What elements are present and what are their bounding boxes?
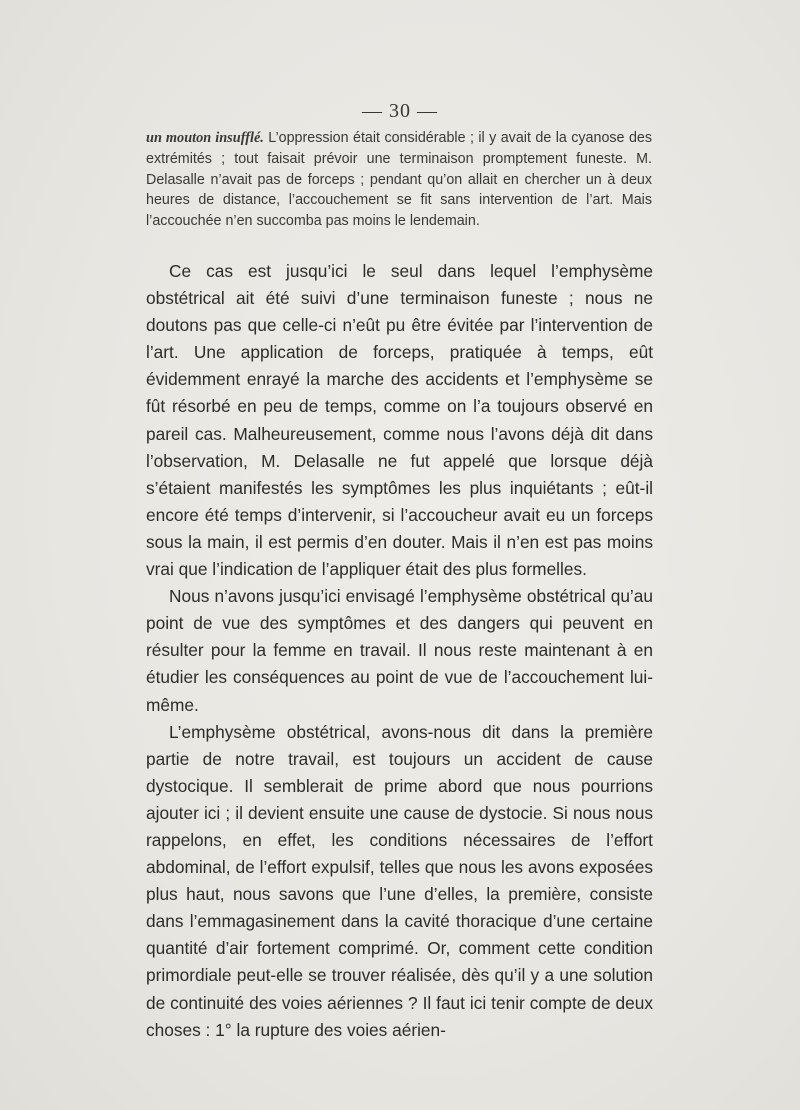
- paragraph: Nous n’avons jusqu’ici envisagé l’emphysème obstétrical qu’au point de vue des symptômes et des dangers qui peuvent en résulter pour la femme en travail. Il nous reste maintenant à en étudier les conséquences au point de vue de l’accouchement lui-même.: [146, 586, 653, 715]
- note-lead: un mouton insufflé.: [146, 130, 264, 146]
- observation-conclusion: [146, 128, 652, 232]
- note-text: L’oppression était considérable ; il y avait de la cyanose des extrémités ; tout faisait prévoir une terminaison promptement funeste. M. Delasalle n’avait pas de forceps ; pendant qu’on allait en chercher un à deux heures de distance, l’accouchement se fit sans intervention de l’art. Mais l’accouchée n’en succomba pas moins le lendemain.: [146, 130, 652, 230]
- page-number: — 30 —: [362, 100, 438, 122]
- paragraph: L’emphysème obstétrical, avons-nous dit dans la première partie de notre travail, est toujours un accident de cause dystocique. Il semblerait de prime abord que nous pourrions ajouter ici ; il devient ensuite une cause de dystocie. Si nous nous rappelons, en effet, les conditions nécessaires de l’effort abdominal, de l’effort expulsif, telles que nous les avons exposées plus haut, nous savons que l’une d’elles, la première, consiste dans l’emmagasinement dans la cavité thoracique d’une certaine quantité d’air fortement comprimé. Or, comment cette condition primordiale peut-elle se trouver réalisée, dès qu’il y a une solution de continuité des voies aériennes ? Il faut ici tenir compte de deux choses : 1° la rupture des voies aérien-: [146, 721, 653, 1040]
- main-text: [146, 258, 653, 1044]
- paragraph: Ce cas est jusqu’ici le seul dans lequel l’emphysème obstétrical ait été suivi d’une terminaison funeste ; nous ne doutons pas que celle-ci n’eût pu être évitée par l’intervention de l’art. Une application de forceps, pratiquée à temps, eût évidemment enrayé la marche des accidents et l’emphysème se fût résorbé en peu de temps, comme on l’a toujours observé en pareil cas. Malheureusement, comme nous l’avons déjà dit dans l’observation, M. Delasalle ne fut appelé que lorsque déjà s’étaient manifestés les symptômes les plus inquiétants ; eût-il encore été temps d’intervenir, si l’accoucheur avait eu un forceps sous la main, il est permis d’en douter. Mais il n’en est pas moins vrai que l’indication de l’appliquer était des plus formelles.: [146, 261, 653, 580]
